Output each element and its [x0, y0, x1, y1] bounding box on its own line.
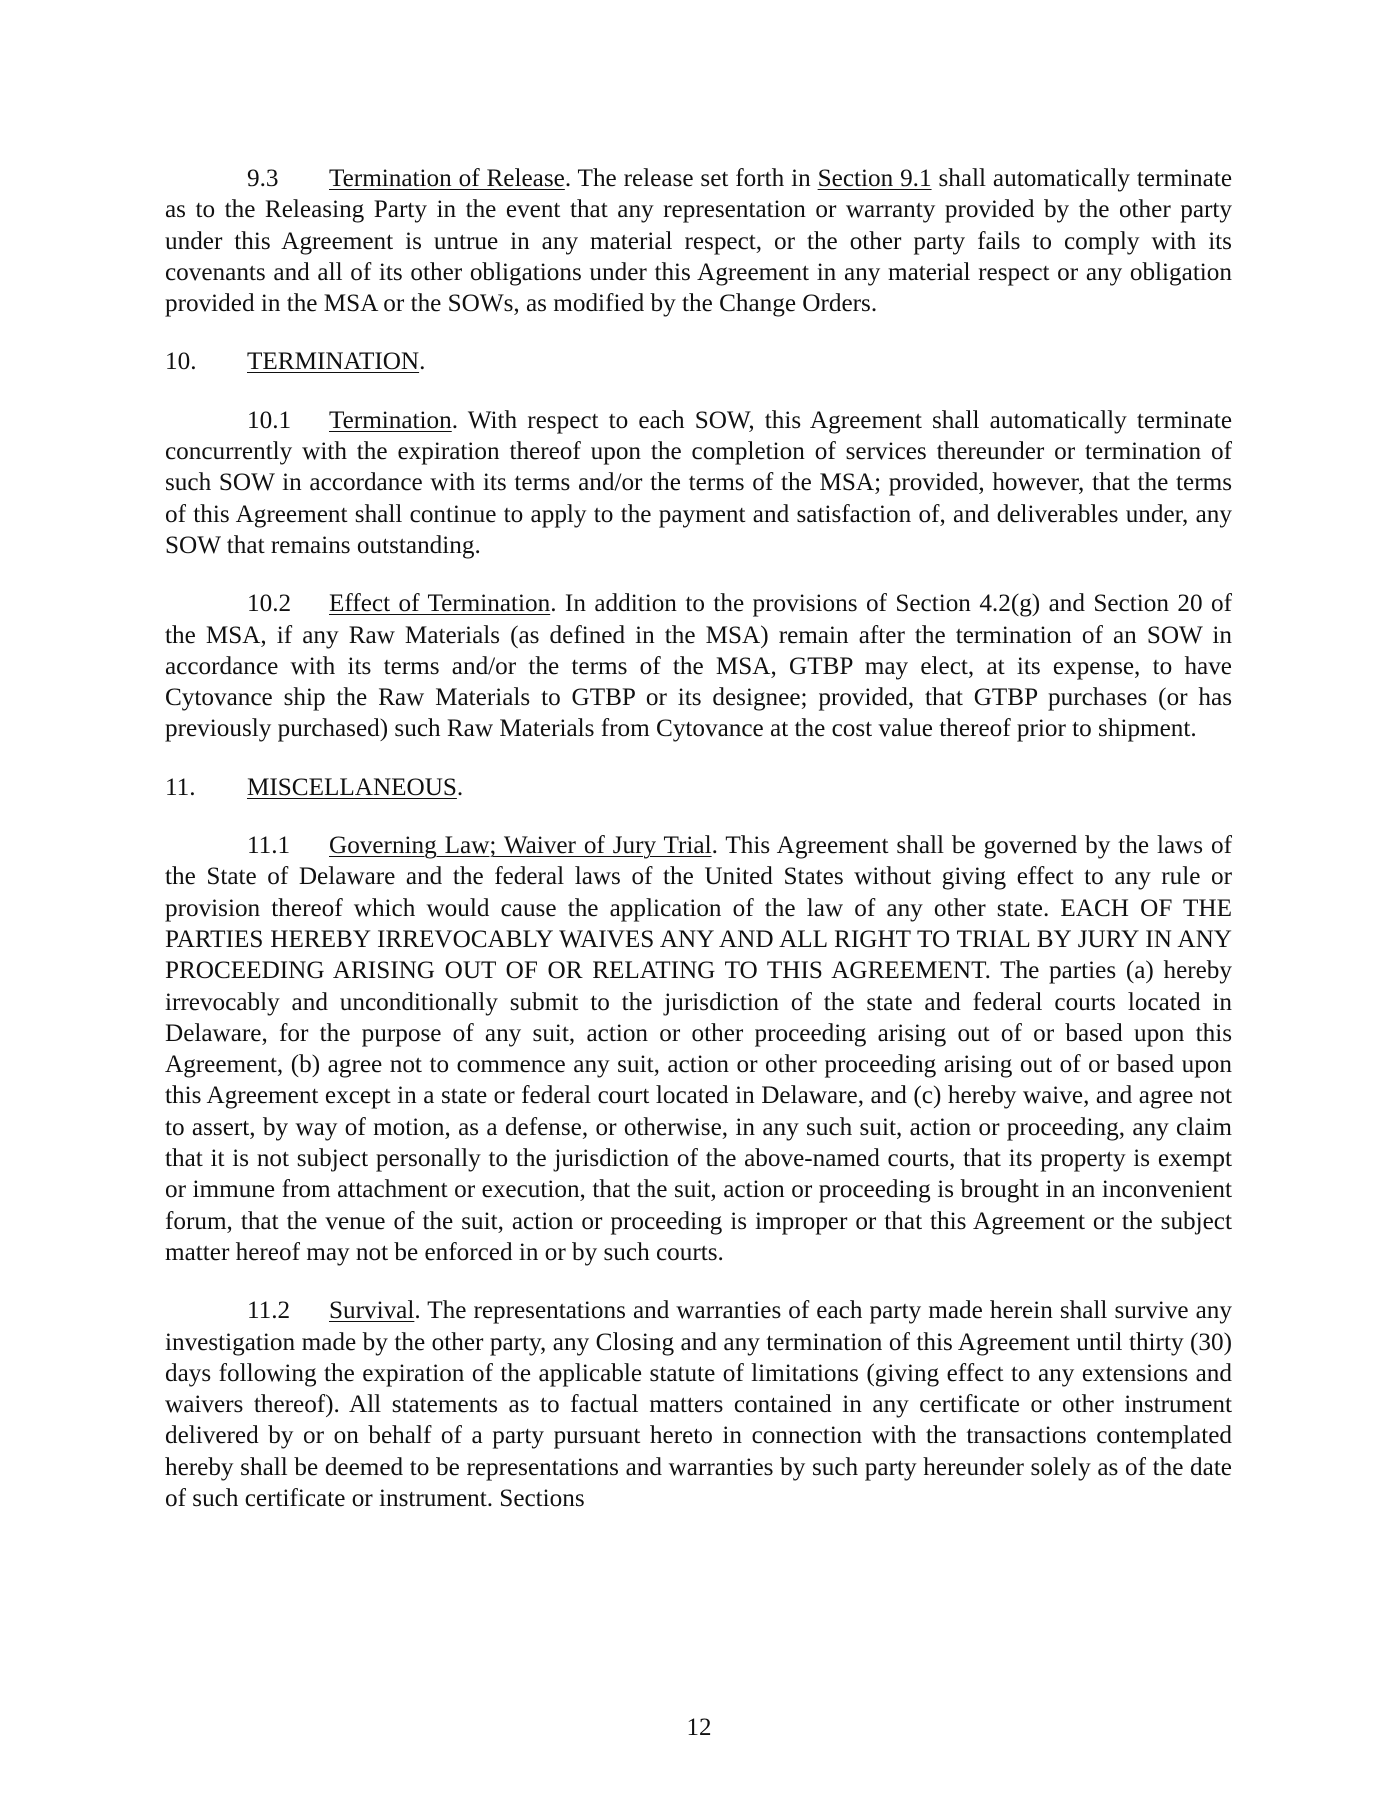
- section-9-3: 9.3 Termination of Release. The release set forth in Section 9.1 shall automatically terminate as to the Releasing Party in the event that any representation or warranty provided by the other party under this Agreement is untrue in any material respect, or the other party fails to comply with its covenants and all of its other obligations under this Agreement in any material respect or any obligation provided in the MSA or the SOWs, as modified by the Change Orders.: [165, 165, 1232, 318]
- section-11-1: 11.1 Governing Law; Waiver of Jury Trial. This Agreement shall be governed by the laws of the State of Delaware and the federal laws of the United States without giving effect to any rule or provision thereof which would cause the application of the law of any other state. EACH OF THE PARTIES HEREBY IRREVOCABLY WAIVES ANY AND ALL RIGHT TO TRIAL BY JURY IN ANY PROCEEDING ARISING OUT OF OR RELATING TO THIS AGREEMENT. The parties (a) hereby irrevocably and unconditionally submit to the jurisdiction of the state and federal courts located in Delaware, for the purpose of any suit, action or other proceeding arising out of or based upon this Agreement, (b) agree not to commence any suit, action or other proceeding arising out of or based upon this Agreement except in a state or federal court located in Delaware, and (c) hereby waive, and agree not to assert, by way of motion, as a defense, or otherwise, in any such suit, action or proceeding, any claim that it is not subject personally to the jurisdiction of the above-named courts, that its property is exempt or immune from attachment or execution, that the suit, action or proceeding is brought in an inconvenient forum, that the venue of the suit, action or proceeding is improper or that this Agreement or the subject matter hereof may not be enforced in or by such courts.: [165, 832, 1232, 1266]
- section-11-2: 11.2 Survival. The representations and warranties of each party made herein shall survive any investigation made by the other party, any Closing and any termination of this Agreement until thirty (30) days following the expiration of the applicable statute of limitations (giving effect to any extensions and waivers thereof). All statements as to factual matters contained in any certificate or other instrument delivered by or on behalf of a party pursuant hereto in connection with the transactions contemplated hereby shall be deemed to be representations and warranties by such party hereunder solely as of the date of such certificate or instrument. Sections: [165, 1297, 1232, 1512]
- section-heading-title: MISCELLANEOUS: [247, 773, 457, 801]
- section-reference-link: Section 9.1: [817, 165, 932, 192]
- section-10-2: 10.2 Effect of Termination. In addition to the provisions of Section 4.2(g) and Section 20 of the MSA, if any Raw Materials (as defined in the MSA) remain after the termination of an SOW in accordance with its terms and/or the terms of the MSA, GTBP may elect, at its expense, to have Cytovance ship the Raw Materials to GTBP or its designee; provided, that GTBP purchases (or has previously purchased) such Raw Materials from Cytovance at the cost value thereof prior to shipment.: [165, 590, 1233, 743]
- section-title: Survival: [329, 1297, 415, 1325]
- section-11-heading: 11. MISCELLANEOUS.: [165, 772, 1232, 803]
- section-10-1: 10.1 Termination. With respect to each SOW, this Agreement shall automatically terminate concurrently with the expiration thereof upon the completion of services thereunder or termination of such SOW in accordance with its terms and/or the terms of the MSA; provided, however, that the terms of this Agreement shall continue to apply to the payment and satisfaction of, and deliverables under, any SOW that remains outstanding.: [165, 406, 1232, 559]
- section-number: 9.3: [247, 165, 279, 192]
- section-number: 10.1: [247, 406, 292, 434]
- section-title: Effect of Termination: [329, 590, 551, 618]
- section-number: 11.2: [247, 1297, 291, 1325]
- section-number: 10.: [165, 348, 197, 376]
- section-number: 11.: [165, 773, 196, 801]
- section-heading-title: TERMINATION: [247, 348, 420, 376]
- section-title: Governing Law; Waiver of Jury Trial: [329, 832, 712, 860]
- section-title: Termination of Release: [329, 165, 565, 192]
- page-number: 12: [686, 1714, 712, 1741]
- section-number: 10.2: [247, 590, 292, 618]
- section-10-heading: 10. TERMINATION.: [165, 346, 1232, 377]
- section-number: 11.1: [247, 832, 291, 860]
- document-page: [165, 163, 1232, 1541]
- section-title: Termination: [329, 406, 452, 434]
